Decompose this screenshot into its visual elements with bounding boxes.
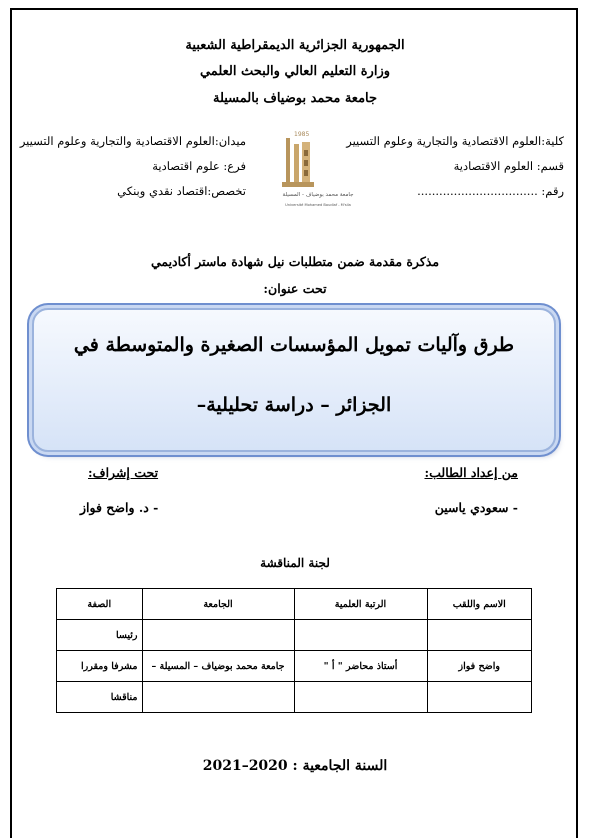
table-row xyxy=(57,682,532,713)
committee-title: لجنة المناقشة xyxy=(260,556,330,570)
republic-name: الجمهورية الجزائرية الديمقراطية الشعبية xyxy=(185,38,405,53)
cell-rank: أستاذ محاضر " أ " xyxy=(294,651,427,682)
cell-rank xyxy=(294,620,427,651)
thesis-title-box xyxy=(32,308,556,452)
supervisor-name: - د. واضح فواز xyxy=(80,500,159,515)
cell-university: جامعة محمد بوضياف – المسيلة – xyxy=(142,651,294,682)
thesis-title-line-1: طرق وآليات تمويل المؤسسات الصغيرة والمتوسطة في xyxy=(73,334,515,356)
supervisor-label: تحت إشراف: xyxy=(88,465,159,480)
cell-role: مشرفا ومقررا xyxy=(57,651,143,682)
table-row xyxy=(57,620,532,651)
branch-field: فرع: علوم اقتصادية xyxy=(152,159,246,173)
logo-name-en: Université Mohamed Boudiaf - M'sila xyxy=(285,203,351,207)
committee-table xyxy=(56,588,532,713)
under-title-label: تحت عنوان: xyxy=(263,281,327,296)
domain-field: ميدان:العلوم الاقتصادية والتجارية وعلوم التسيير xyxy=(19,134,246,148)
logo-name-ar: جامعة محمد بوضياف - المسيلة xyxy=(282,192,354,198)
thesis-title-line-2: الجزائر – دراسة تحليلية– xyxy=(196,394,392,416)
university-logo-icon xyxy=(268,128,368,214)
cell-name xyxy=(427,620,532,651)
student-name: - سعودي ياسين xyxy=(434,500,518,515)
cell-rank xyxy=(294,682,427,713)
table-row xyxy=(57,651,532,682)
department-field: قسم: العلوم الاقتصادية xyxy=(453,159,564,173)
cell-role: رئيسا xyxy=(57,620,143,651)
number-field: رقم: ................................. xyxy=(417,184,564,198)
logo-year: 1985 xyxy=(294,131,310,138)
cell-university xyxy=(142,682,294,713)
memo-purpose: مذكرة مقدمة ضمن متطلبات نيل شهادة ماستر أكاديمي xyxy=(150,254,440,269)
cell-name: واضح فواز xyxy=(427,651,532,682)
table-header-row xyxy=(57,589,532,620)
university-name: جامعة محمد بوضياف بالمسيلة xyxy=(212,91,378,106)
header-role: الصفة xyxy=(57,589,143,620)
header-name: الاسم واللقب xyxy=(427,589,532,620)
header-university: الجامعة xyxy=(142,589,294,620)
student-label: من إعداد الطالب: xyxy=(424,465,518,480)
faculty-field: كلية:العلوم الاقتصادية والتجارية وعلوم التسيير xyxy=(346,134,564,148)
ministry-name: وزارة التعليم العالي والبحث العلمي xyxy=(199,64,391,79)
cell-university xyxy=(142,620,294,651)
header-rank: الرتبة العلمية xyxy=(294,589,427,620)
specialty-field: تخصص:اقتصاد نقدي وبنكي xyxy=(117,184,246,198)
cell-role: مناقشا xyxy=(57,682,143,713)
cell-name xyxy=(427,682,532,713)
academic-year: السنة الجامعية : 2020–2021 xyxy=(202,758,388,774)
